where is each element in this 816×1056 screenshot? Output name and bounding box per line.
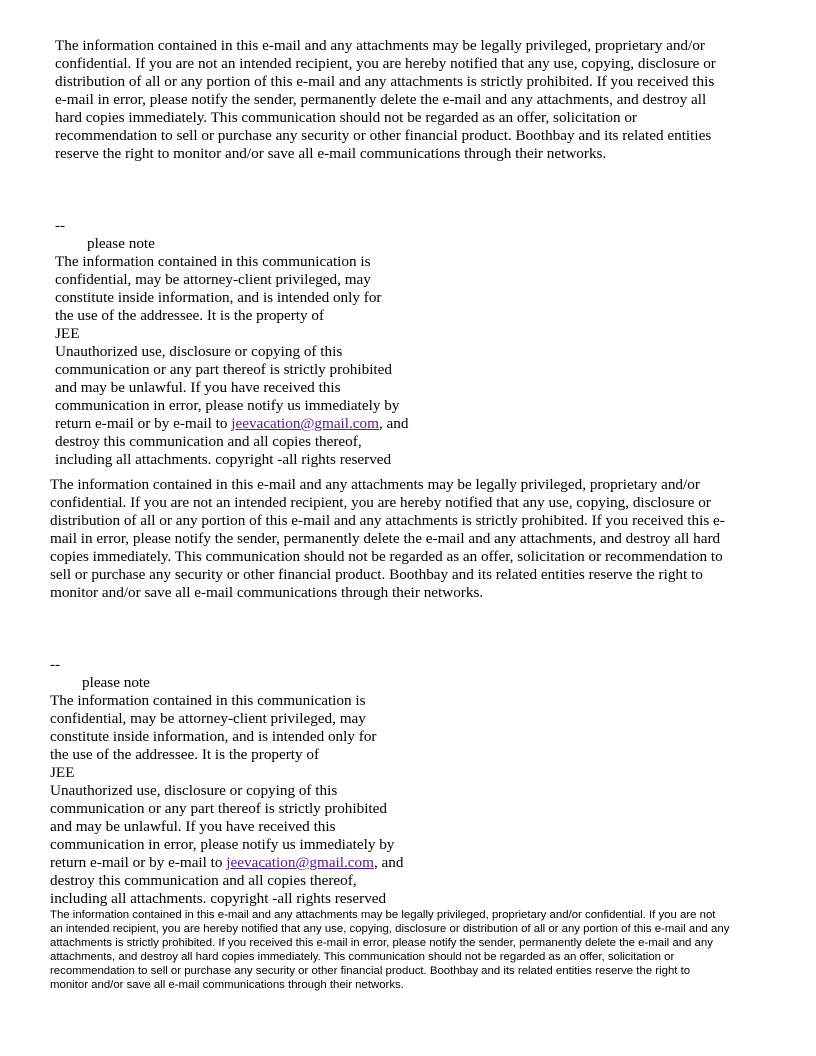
email-section-2	[50, 476, 725, 602]
disclaimer-line: monitor and/or save all e-mail communications through their networks.	[50, 584, 484, 601]
disclaimer-line: confidential. If you are not an intended recipient, you are hereby notified that any use, copying, disclosure or	[50, 494, 711, 511]
signature-line: The information contained in this communication is	[55, 253, 371, 270]
note-heading: please note	[87, 235, 155, 252]
email-suffix: , and	[378, 415, 409, 432]
disclaimer-line: The information contained in this e-mail and any attachments may be legally privileged, proprietary and/or confidential. If you are not	[50, 909, 716, 921]
signature-email-line	[55, 415, 408, 433]
email-prefix: return e-mail or by e-mail to	[50, 854, 227, 871]
signature-line: the use of the addressee. It is the property of	[55, 307, 325, 324]
signature-email-line	[50, 854, 403, 872]
signature-line: destroy this communication and all copies thereof,	[50, 872, 357, 889]
email-link[interactable]: jeevacation@gmail.com	[231, 415, 379, 432]
disclaimer-line: attachments is strictly prohibited. If you received this e-mail in error, please notify the sender, permanently delete the e-mail and any	[50, 937, 713, 949]
disclaimer-line: copies immediately. This communication should not be regarded as an offer, solicitation or recommendation to	[50, 548, 723, 565]
disclaimer-line: attachments, and destroy all hard copies immediately. This communication should not be regarded as an offer, solicitation or	[50, 951, 675, 963]
disclaimer-line: recommendation to sell or purchase any security or other financial product. Boothbay and its related entities reserve the right to	[50, 965, 691, 977]
disclaimer-line: reserve the right to monitor and/or save all e-mail communications through their networks.	[55, 145, 607, 162]
signature-line: JEE	[55, 325, 80, 342]
disclaimer-paragraph	[55, 37, 716, 163]
signature-line: Unauthorized use, disclosure or copying of this	[55, 343, 343, 360]
signature-line: JEE	[50, 764, 75, 781]
signature-line: communication in error, please notify us immediately by	[50, 836, 395, 853]
signature-line: communication or any part thereof is strictly prohibited	[50, 800, 387, 817]
email-link[interactable]: jeevacation@gmail.com	[226, 854, 374, 871]
email-suffix: , and	[373, 854, 404, 871]
signature-line: communication or any part thereof is strictly prohibited	[55, 361, 392, 378]
disclaimer-line: an intended recipient, you are hereby notified that any use, copying, disclosure or distribution of all or any portion of this e-mail and any	[50, 923, 730, 935]
signature-line: and may be unlawful. If you have received this	[55, 379, 341, 396]
signature-separator: --	[55, 217, 66, 234]
signature-block-2	[50, 656, 403, 908]
signature-line: including all attachments. copyright -all rights reserved	[55, 451, 392, 468]
signature-line: destroy this communication and all copies thereof,	[55, 433, 362, 450]
signature-line: including all attachments. copyright -all rights reserved	[50, 890, 387, 907]
email-section-3	[50, 908, 729, 992]
disclaimer-line: recommendation to sell or purchase any security or other financial product. Boothbay and its related entities	[55, 127, 712, 144]
email-section-1	[55, 37, 716, 163]
signature-line: constitute inside information, and is intended only for	[50, 728, 377, 745]
signature-line: confidential, may be attorney-client privileged, may	[55, 271, 371, 288]
disclaimer-line: hard copies immediately. This communication should not be regarded as an offer, solicitation or	[55, 109, 637, 126]
email-prefix: return e-mail or by e-mail to	[55, 415, 232, 432]
disclaimer-line: mail in error, please notify the sender, permanently delete the e-mail and any attachments, and destroy all hard	[50, 530, 721, 547]
signature-line: the use of the addressee. It is the property of	[50, 746, 320, 763]
disclaimer-line: sell or purchase any security or other financial product. Boothbay and its related entities reserve the right to	[50, 566, 703, 583]
signature-separator: --	[50, 656, 61, 673]
signature-line: and may be unlawful. If you have received this	[50, 818, 336, 835]
disclaimer-line: distribution of all or any portion of this e-mail and any attachments is strictly prohibited. If you received this	[55, 73, 715, 90]
disclaimer-paragraph	[50, 476, 725, 602]
disclaimer-line: The information contained in this e-mail and any attachments may be legally privileged, proprietary and/or	[55, 37, 705, 54]
signature-line: constitute inside information, and is intended only for	[55, 289, 382, 306]
disclaimer-line: monitor and/or save all e-mail communications through their networks.	[50, 979, 404, 991]
disclaimer-paragraph-small	[50, 908, 729, 992]
disclaimer-line: The information contained in this e-mail and any attachments may be legally privileged, proprietary and/or	[50, 476, 700, 493]
signature-block-1	[55, 217, 408, 469]
note-heading: please note	[82, 674, 150, 691]
disclaimer-line: distribution of all or any portion of this e-mail and any attachments is strictly prohibited. If you received this e-	[50, 512, 725, 529]
disclaimer-line: e-mail in error, please notify the sender, permanently delete the e-mail and any attachments, and destroy all	[55, 91, 707, 108]
signature-line: confidential, may be attorney-client privileged, may	[50, 710, 366, 727]
signature-line: Unauthorized use, disclosure or copying of this	[50, 782, 338, 799]
signature-line: The information contained in this communication is	[50, 692, 366, 709]
disclaimer-line: confidential. If you are not an intended recipient, you are hereby notified that any use, copying, disclosure or	[55, 55, 716, 72]
signature-line: communication in error, please notify us immediately by	[55, 397, 400, 414]
